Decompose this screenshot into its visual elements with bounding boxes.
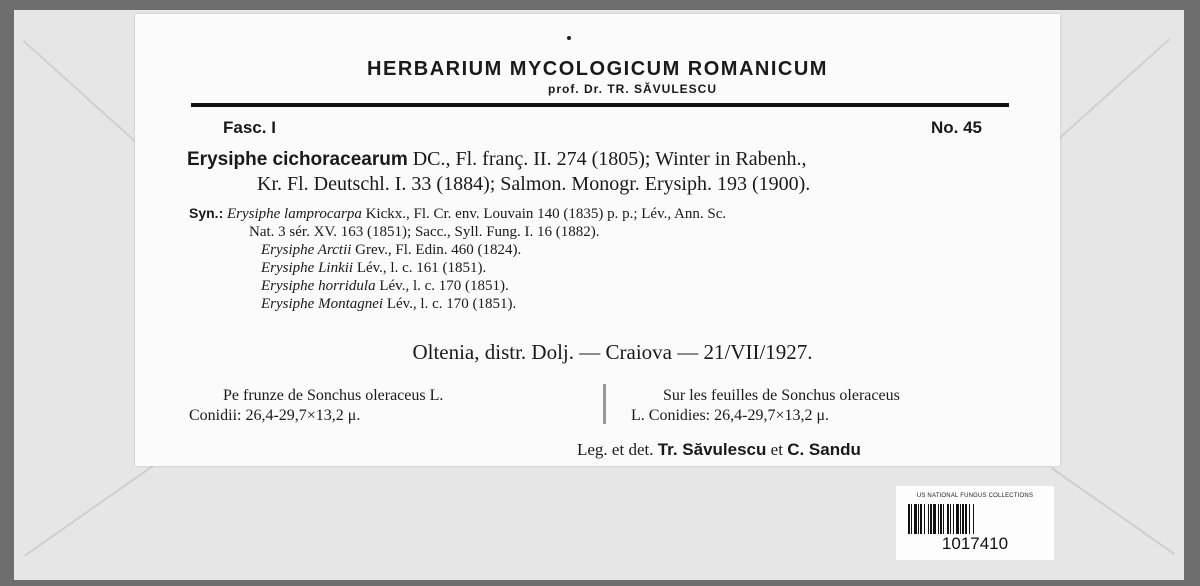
envelope-fold-line: [24, 463, 156, 556]
herbarium-label: [135, 14, 1060, 466]
species-name: Erysiphe cichoracearum: [187, 149, 408, 170]
fascicle: Fasc. I: [223, 118, 276, 137]
barcode-label: [896, 486, 1054, 560]
collector-prefix: Leg. et det.: [577, 440, 658, 459]
collector-mid: et: [766, 440, 788, 459]
label-dot: [567, 36, 571, 40]
synonym-ref: Lév., l. c. 161 (1851).: [353, 260, 487, 276]
synonym-ref: Grev., Fl. Edin. 460 (1824).: [351, 242, 522, 258]
synonym-name: Erysiphe lamprocarpa: [226, 206, 362, 222]
collector-name-2: C. Sandu: [787, 440, 861, 459]
host-french: [631, 386, 900, 426]
barcode-stripe: [974, 504, 975, 534]
species-entry: [187, 147, 810, 197]
synonym-line: [189, 277, 726, 295]
species-reference-cont: Kr. Fl. Deutschl. I. 33 (1884); Salmon. Monogr. Erysiph. 193 (1900).: [257, 173, 811, 195]
synonym-name: Erysiphe Montagnei: [261, 296, 384, 312]
locality: Oltenia, distr. Dolj. — Craiova — 21/VII/1927.: [412, 340, 813, 364]
synonym-name: Erysiphe horridula: [261, 278, 376, 294]
synonyms: [189, 204, 726, 313]
envelope-fold-line: [1051, 467, 1175, 555]
collector-name-1: Tr. Săvulescu: [657, 440, 767, 459]
barcode-header: US NATIONAL FUNGUS COLLECTIONS: [916, 493, 1034, 499]
barcode-number: 1017410: [941, 534, 1009, 553]
host-ro-line2: Conidii: 26,4-29,7×13,2 μ.: [189, 407, 361, 424]
label-subtitle: prof. Dr. TR. SĂVULESCU: [547, 82, 717, 96]
specimen-number: No. 45: [930, 118, 982, 137]
synonym-line: [189, 259, 726, 277]
synonym-ref: Lév., l. c. 170 (1851).: [383, 296, 517, 312]
synonym-line: [189, 241, 726, 259]
synonym-ref-cont: Nat. 3 sér. XV. 163 (1851); Sacc., Syll. Fung. I. 16 (1882).: [249, 224, 600, 240]
collector-line: [577, 440, 861, 460]
host-romanian: [189, 386, 443, 426]
label-title: HERBARIUM MYCOLOGICUM ROMANICUM: [367, 58, 828, 80]
species-reference: DC., Fl. franç. II. 274 (1805); Winter in Rabenh.,: [407, 148, 807, 170]
label-rule: [191, 103, 1009, 107]
host-fr-line2: L. Conidies: 26,4-29,7×13,2 μ.: [631, 407, 830, 424]
synonym-ref: Kickx., Fl. Cr. env. Louvain 140 (1835) p. p.; Lév., Ann. Sc.: [361, 206, 727, 222]
column-separator: [603, 384, 606, 424]
synonyms-label: Syn.:: [189, 205, 224, 221]
synonym-name: Erysiphe Linkii: [261, 260, 354, 276]
synonym-name: Erysiphe Arctii: [261, 242, 352, 258]
barcode-bars: [908, 504, 1042, 534]
synonym-ref: Lév., l. c. 170 (1851).: [375, 278, 509, 294]
synonym-line: [189, 295, 726, 313]
host-fr-line1: Sur les feuilles de Sonchus oleraceus: [663, 387, 900, 404]
host-ro-line1: Pe frunze de Sonchus oleraceus L.: [223, 387, 444, 404]
